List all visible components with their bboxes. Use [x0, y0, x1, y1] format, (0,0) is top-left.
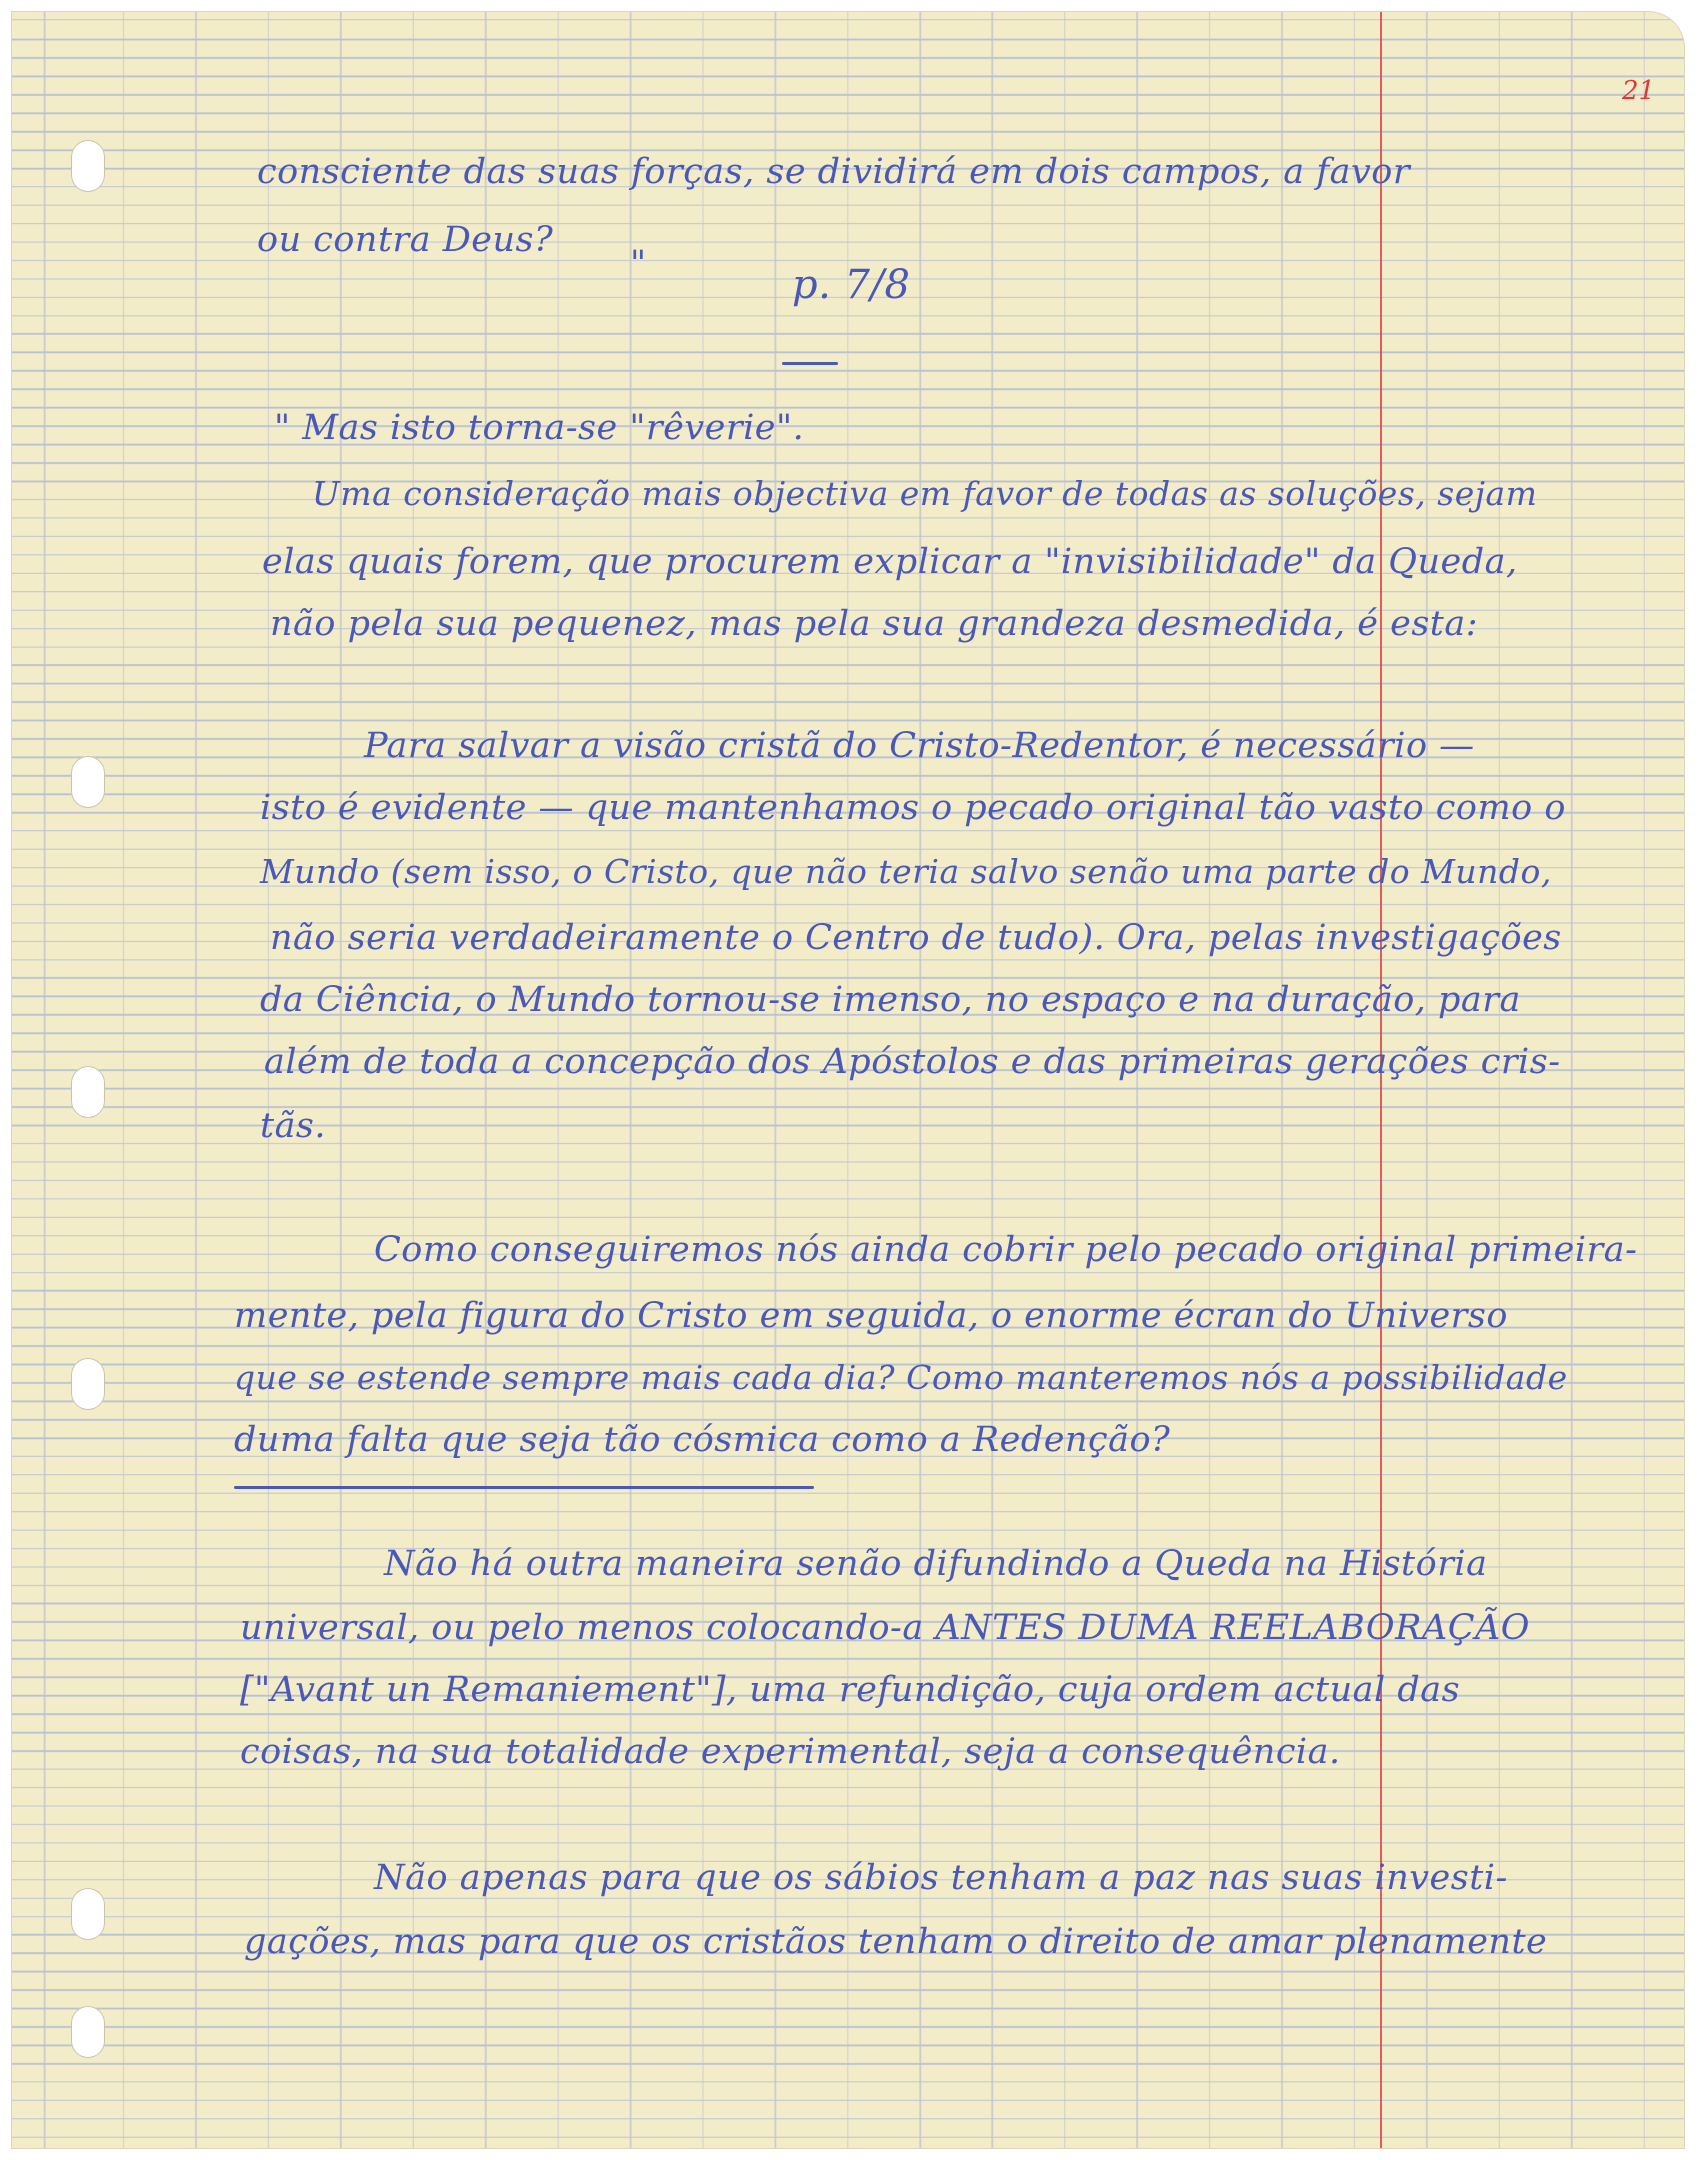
- text-line: não seria verdadeiramente o Centro de tudo). Ora, pelas investigações: [270, 918, 1562, 958]
- binder-hole: [71, 1358, 105, 1410]
- text-line: Mundo (sem isso, o Cristo, que não teria salvo senão uma parte do Mundo,: [260, 852, 1552, 891]
- text-line: Não há outra maneira senão difundindo a Queda na História: [384, 1544, 1488, 1584]
- ditto-mark: ": [630, 244, 647, 284]
- text-line: ["Avant un Remaniement"], uma refundição, cuja ordem actual das: [240, 1670, 1461, 1710]
- text-line: Para salvar a visão cristã do Cristo-Redentor, é necessário —: [364, 726, 1475, 766]
- text-line: mente, pela figura do Cristo em seguida, o enorme écran do Universo: [234, 1296, 1508, 1336]
- text-line: coisas, na sua totalidade experimental, seja a consequência.: [240, 1732, 1341, 1772]
- text-line: universal, ou pelo menos colocando-a ANTES DUMA REELABORAÇÃO: [240, 1608, 1530, 1648]
- text-line: " Mas isto torna-se "rêverie".: [274, 408, 805, 448]
- text-line: da Ciência, o Mundo tornou-se imenso, no espaço e na duração, para: [260, 980, 1521, 1020]
- text-line: tãs.: [260, 1106, 327, 1146]
- text-line: elas quais forem, que procurem explicar a "invisibilidade" da Queda,: [262, 542, 1518, 582]
- binder-hole: [71, 756, 105, 808]
- text-line: além de toda a concepção dos Apóstolos e das primeiras gerações cris-: [264, 1042, 1561, 1082]
- text-line: Uma consideração mais objectiva em favor de todas as soluções, sejam: [312, 474, 1538, 513]
- text-line: Como conseguiremos nós ainda cobrir pelo pecado original primeira-: [374, 1230, 1638, 1270]
- page-number: 21: [1622, 76, 1656, 106]
- text-line: duma falta que seja tão cósmica como a Redenção?: [234, 1420, 1171, 1460]
- notebook-page: [12, 12, 1684, 2148]
- binder-hole: [71, 1066, 105, 1118]
- text-line: isto é evidente — que mantenhamos o pecado original tão vasto como o: [260, 788, 1566, 828]
- text-line: ou contra Deus?: [257, 220, 554, 260]
- text-line: não pela sua pequenez, mas pela sua grandeza desmedida, é esta:: [270, 604, 1478, 644]
- text-underline: [234, 1486, 814, 1489]
- text-line: gações, mas para que os cristãos tenham o direito de amar plenamente: [244, 1922, 1548, 1962]
- separator-dash: [782, 362, 838, 365]
- binder-hole: [71, 1888, 105, 1940]
- binder-hole: [71, 140, 105, 192]
- text-line: Não apenas para que os sábios tenham a paz nas suas investi-: [374, 1858, 1508, 1898]
- text-line: consciente das suas forças, se dividirá em dois campos, a favor: [257, 152, 1411, 192]
- text-line: que se estende sempre mais cada dia? Como manteremos nós a possibilidade: [234, 1358, 1568, 1397]
- binder-hole: [71, 2006, 105, 2058]
- page-reference: p. 7/8: [792, 262, 911, 308]
